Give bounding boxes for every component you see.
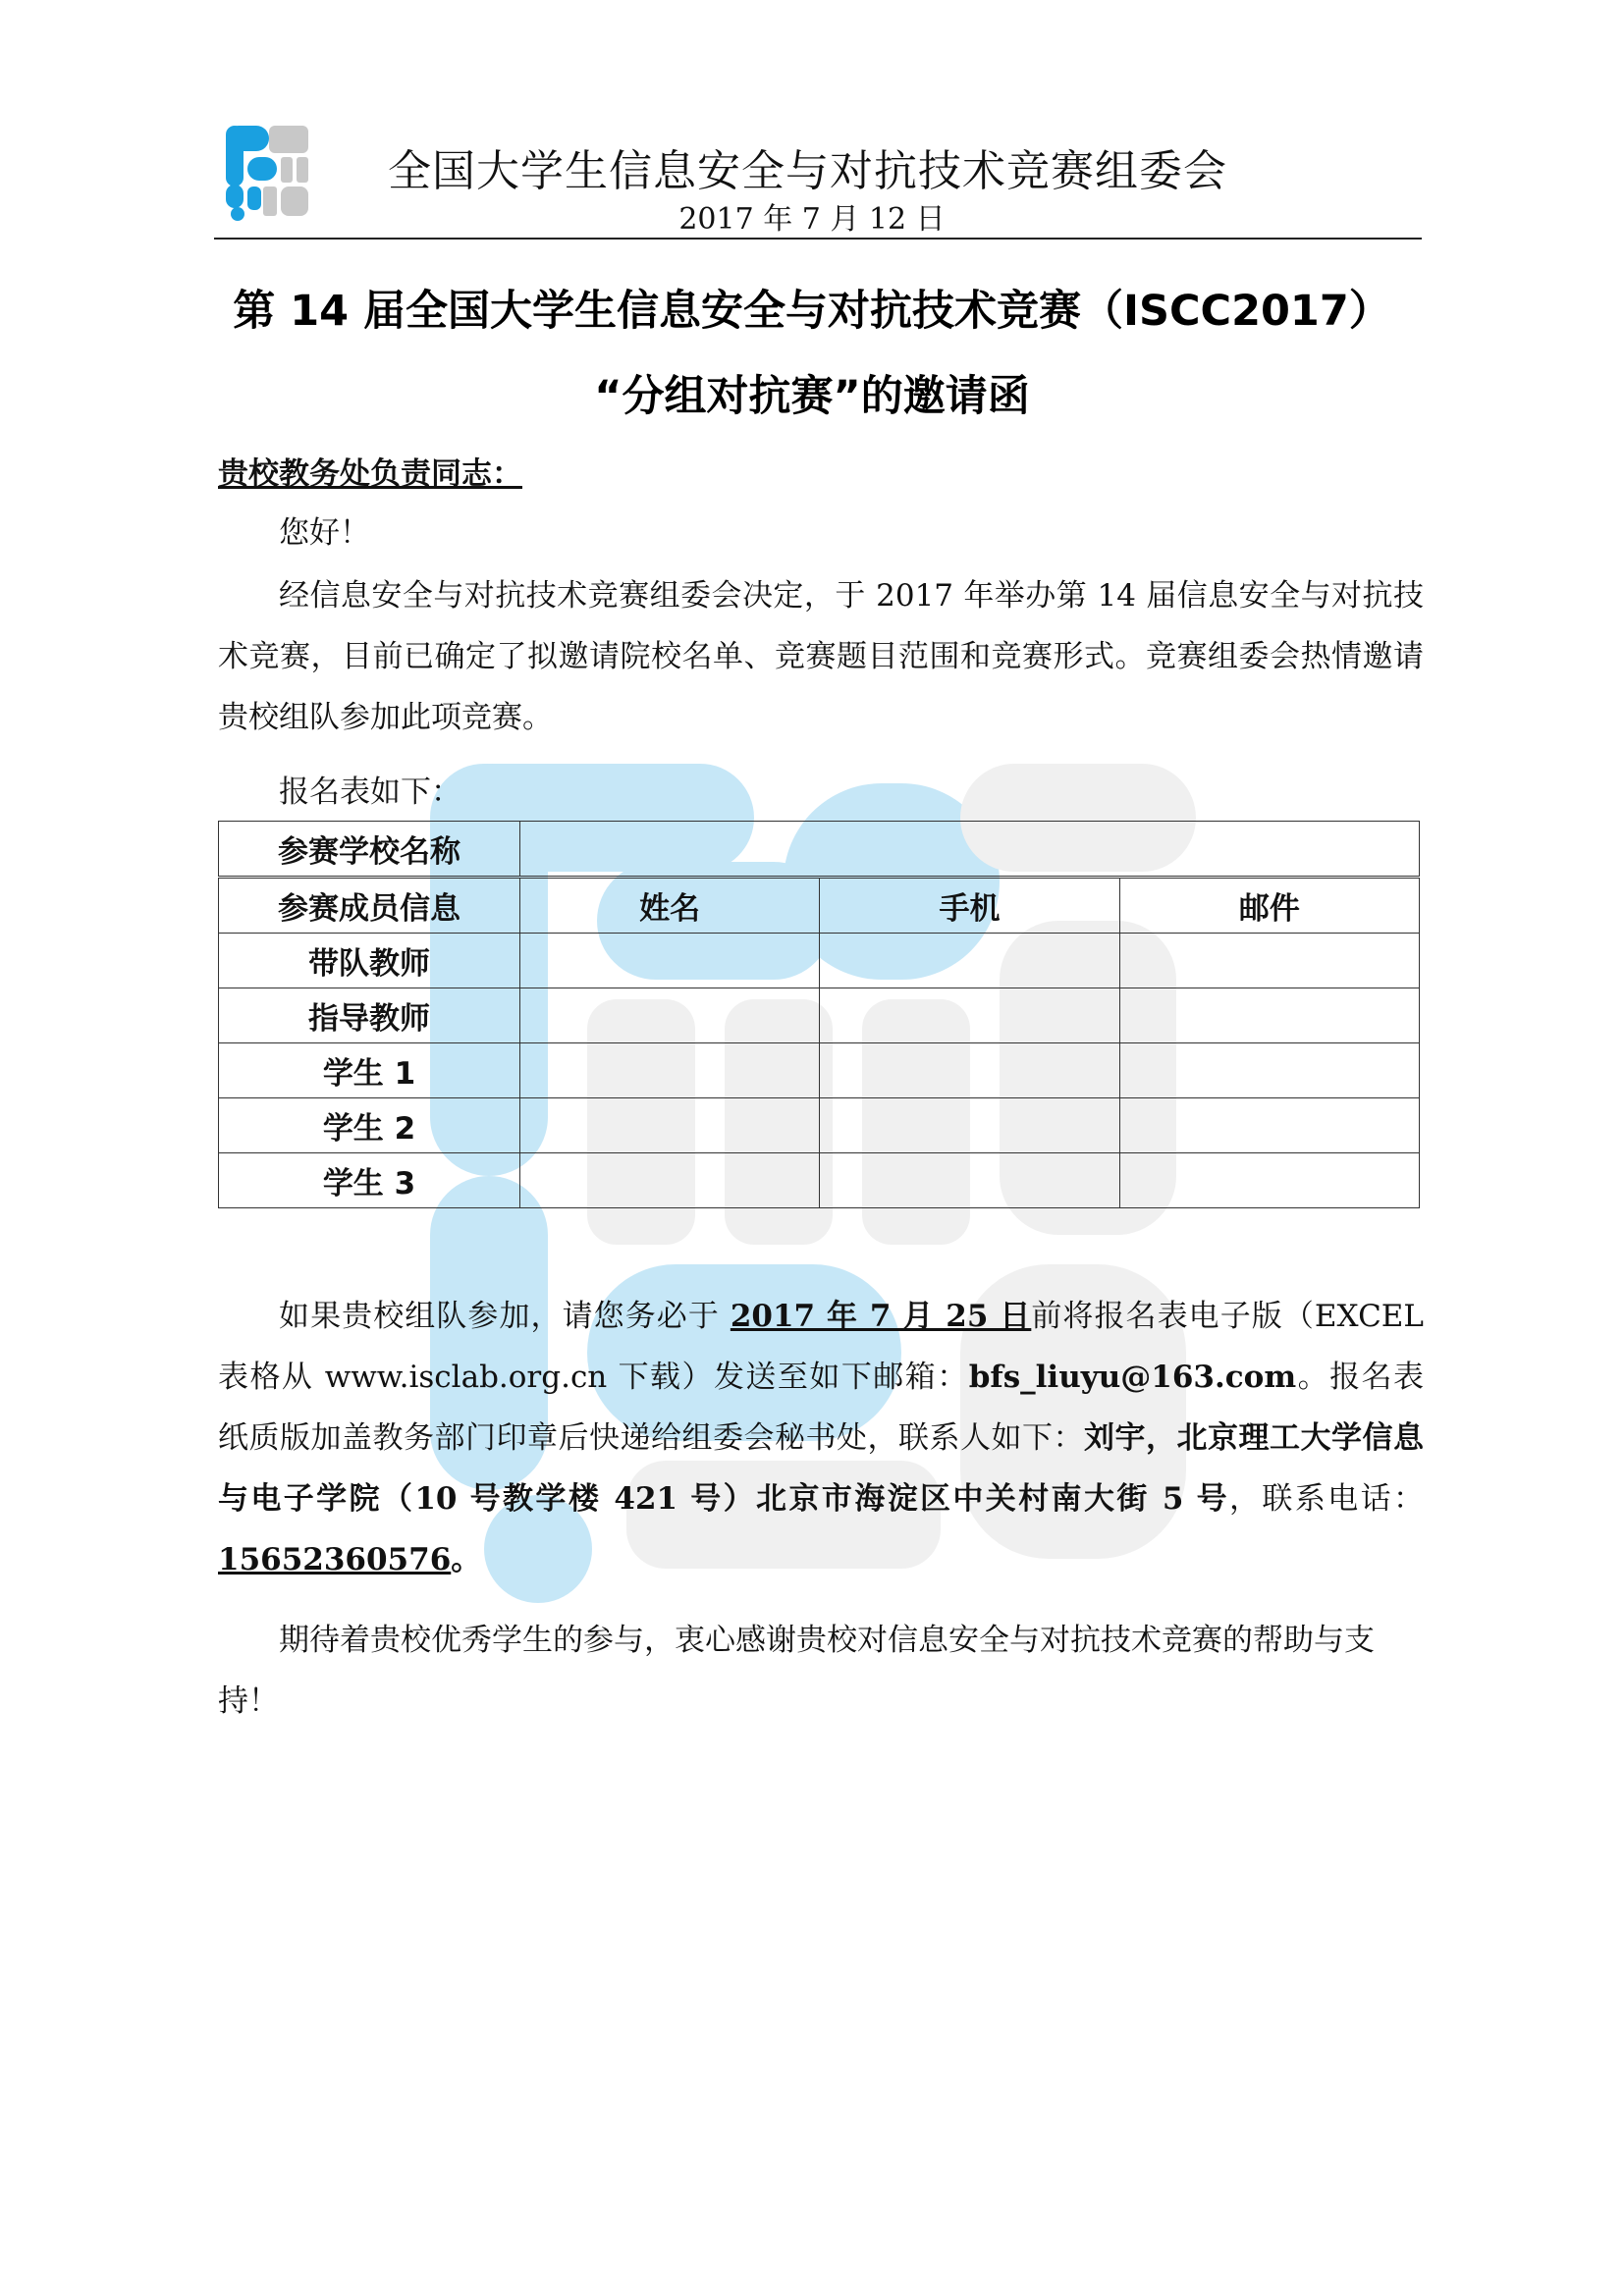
intro-paragraph: 经信息安全与对抗技术竞赛组委会决定，于 2017 年举办第 14 届信息安全与对抗技术竞赛，目前已确定了拟邀请院校名单、竞赛题目范围和竞赛形式。竞赛组委会热情邀请贵校组队参加此项竞赛。: [218, 578, 1424, 735]
submission-text-4: ，联系电话：: [1229, 1481, 1424, 1517]
registration-table: [218, 821, 1420, 1208]
row-label: 学生 1: [219, 1043, 520, 1098]
name-cell: [520, 988, 820, 1043]
school-value: [520, 822, 1420, 878]
table-row: [219, 1098, 1420, 1153]
column-name: 姓名: [520, 878, 820, 934]
row-label: 带队教师: [219, 934, 520, 988]
contact-email: bfs_liuyu@163.com: [968, 1360, 1297, 1395]
row-label: 学生 2: [219, 1098, 520, 1153]
form-intro: 报名表如下：: [279, 774, 461, 810]
table-row: [219, 934, 1420, 988]
document-title: 第 14 届全国大学生信息安全与对抗技术竞赛（ISCC2017）: [233, 287, 1391, 336]
column-email: 邮件: [1119, 878, 1419, 934]
school-label: 参赛学校名称: [219, 822, 520, 878]
submission-text-1: 如果贵校组队参加，请您务必于: [279, 1299, 731, 1334]
phone-cell: [820, 1153, 1119, 1208]
school-row: [219, 822, 1420, 878]
table-row: [219, 1043, 1420, 1098]
closing-paragraph: 期待着贵校优秀学生的参与，衷心感谢贵校对信息安全与对抗技术竞赛的帮助与支持！: [218, 1623, 1375, 1719]
document-subtitle: “分组对抗赛”的邀请函: [594, 372, 1030, 421]
phone-cell: [820, 934, 1119, 988]
column-phone: 手机: [820, 878, 1119, 934]
table-row: [219, 988, 1420, 1043]
name-cell: [520, 1043, 820, 1098]
header-row: [219, 878, 1420, 934]
submission-text-3: 。报名表纸质版加盖教务部门印章后快递给组委会秘书处，联系人如下：: [218, 1360, 1425, 1456]
header-date: 2017 年 7 月 12 日: [678, 202, 946, 237]
submission-text-5: 。: [451, 1542, 482, 1577]
email-cell: [1119, 1098, 1419, 1153]
row-label: 指导教师: [219, 988, 520, 1043]
phone-cell: [820, 1098, 1119, 1153]
greeting: 您好！: [279, 515, 370, 551]
contact-person: 刘宇，北京理工大学信息与电子学院（10 号教学楼 421 号）北京市海淀区中关村南大街 5 号: [218, 1420, 1424, 1517]
name-cell: [520, 934, 820, 988]
member-header: 参赛成员信息: [219, 878, 520, 934]
email-cell: [1119, 1043, 1419, 1098]
contact-phone: 15652360576: [218, 1542, 452, 1577]
email-cell: [1119, 1153, 1419, 1208]
name-cell: [520, 1153, 820, 1208]
table-row: [219, 1153, 1420, 1208]
name-cell: [520, 1098, 820, 1153]
email-cell: [1119, 988, 1419, 1043]
deadline-date: 2017 年 7 月 25 日: [730, 1299, 1032, 1334]
phone-cell: [820, 988, 1119, 1043]
email-cell: [1119, 934, 1419, 988]
submission-paragraph: [218, 1286, 1424, 1590]
header-divider: [214, 238, 1422, 240]
organization-name: 全国大学生信息安全与对抗技术竞赛组委会: [388, 146, 1227, 196]
salutation: 贵校教务处负责同志：: [218, 456, 522, 492]
phone-cell: [820, 1043, 1119, 1098]
row-label: 学生 3: [219, 1153, 520, 1208]
submission-text-2: 前将报名表电子版（EXCEL 表格从 www.isclab.org.cn 下载）发送至如下邮箱：: [218, 1299, 1425, 1395]
